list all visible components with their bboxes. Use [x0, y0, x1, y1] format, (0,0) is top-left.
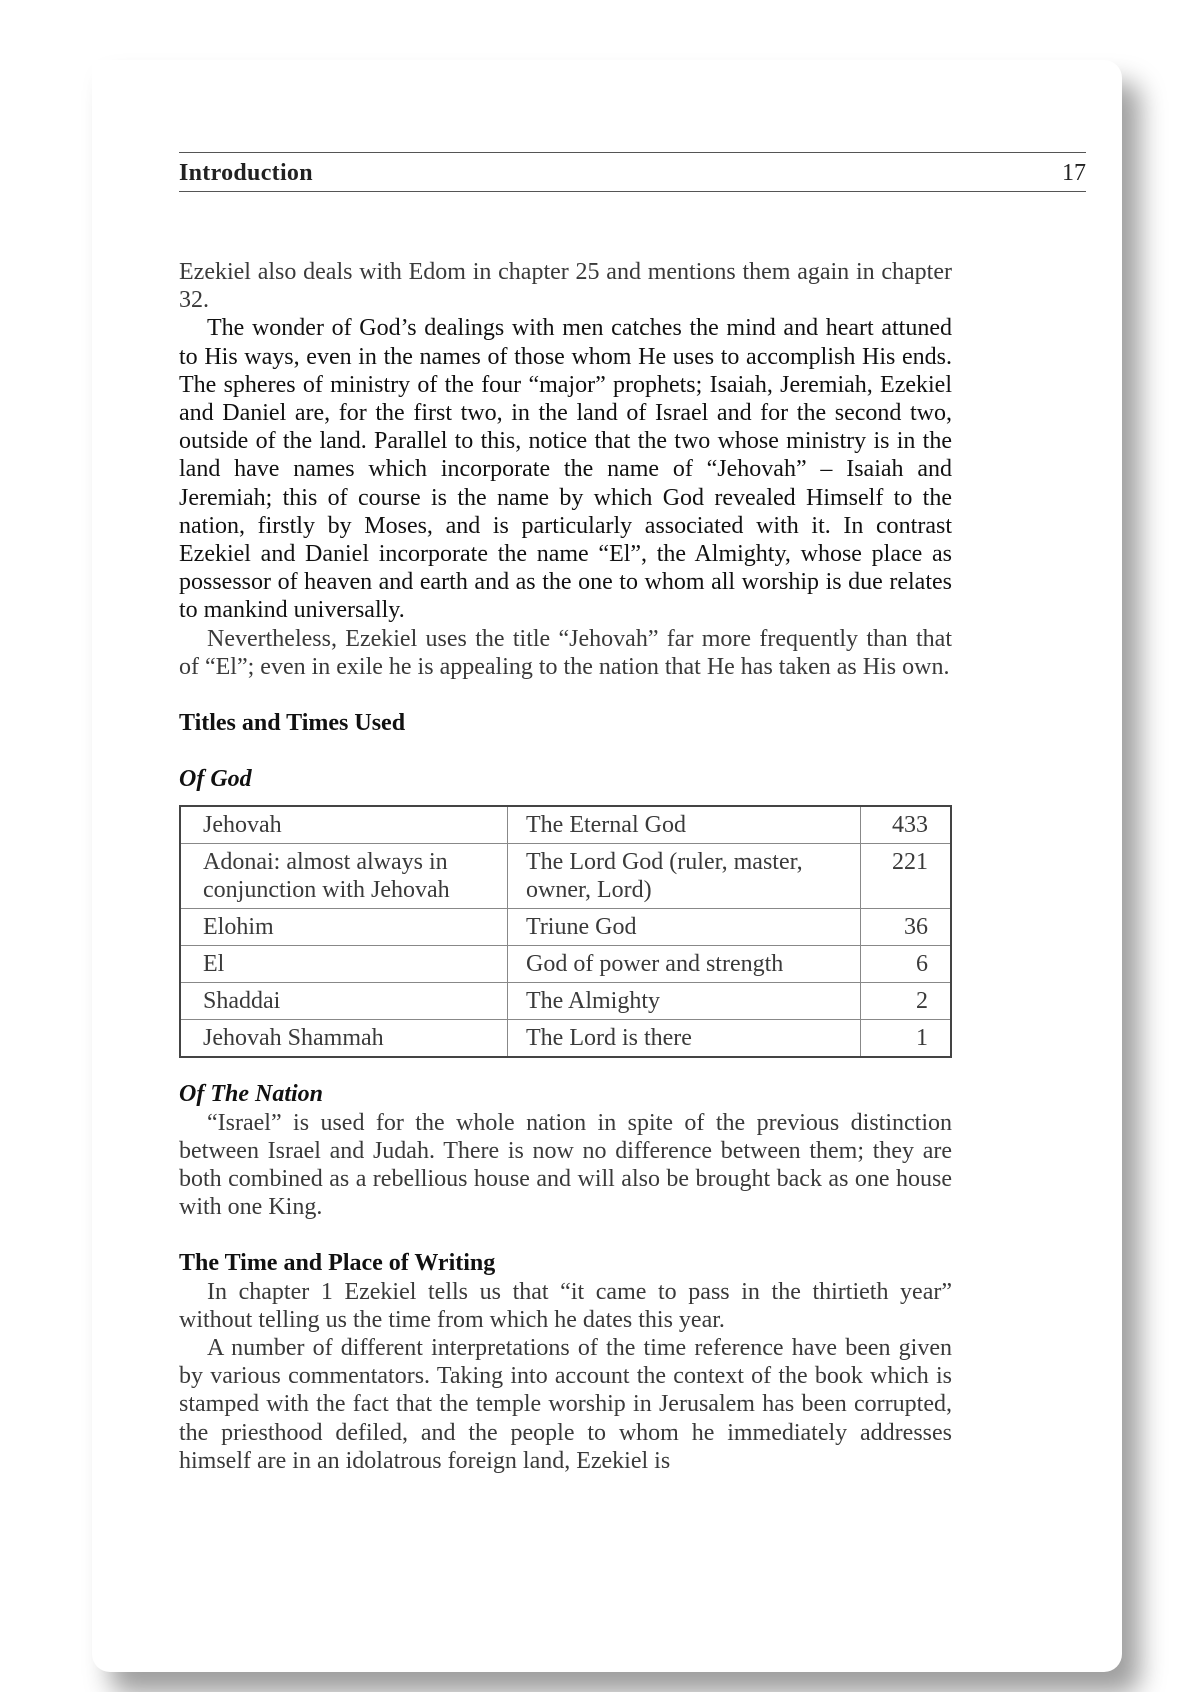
table-row	[180, 983, 951, 1020]
page-number: 17	[1062, 160, 1086, 186]
table-row	[180, 946, 951, 983]
subheading-of-god: Of God	[179, 766, 252, 793]
table-row	[180, 806, 951, 844]
title-meaning: The Lord God (ruler, master, owner, Lord)	[508, 844, 861, 909]
title-meaning: The Eternal God	[508, 806, 861, 844]
section-heading-titles: Titles and Times Used	[179, 710, 406, 737]
running-title: Introduction	[179, 160, 313, 186]
paragraph-thirtieth-year: In chapter 1 Ezekiel tells us that “it came to pass in the thirtieth year” without telling us the time from which he dates this year.	[179, 1278, 952, 1333]
title-name: Jehovah Shammah	[180, 1020, 508, 1058]
table-row	[180, 844, 951, 909]
title-count: 221	[861, 844, 952, 909]
title-meaning: God of power and strength	[508, 946, 861, 983]
title-name: Adonai: almost always in conjunction with Jehovah	[180, 844, 508, 909]
table-row	[180, 1020, 951, 1058]
title-count: 2	[861, 983, 952, 1020]
title-name: Shaddai	[180, 983, 508, 1020]
title-count: 1	[861, 1020, 952, 1058]
page-content	[179, 152, 1086, 1475]
title-count: 36	[861, 909, 952, 946]
title-name: Jehovah	[180, 806, 508, 844]
table-row	[180, 909, 951, 946]
title-meaning: Triune God	[508, 909, 861, 946]
body-text	[179, 258, 952, 1475]
section-heading-time-place: The Time and Place of Writing	[179, 1250, 496, 1277]
title-meaning: The Almighty	[508, 983, 861, 1020]
titles-table	[179, 805, 952, 1058]
book-page	[92, 60, 1122, 1672]
title-count: 433	[861, 806, 952, 844]
paragraph-interpretations: A number of different interpretations of the time reference have been given by various commentators. Taking into account the context of the book which is stamped with the fact that the temple worship in Jerusalem has been corrupted, the priesthood defiled, and the people to whom he immediately addresses himself are in an idolatrous foreign land, Ezekiel is	[179, 1335, 952, 1474]
title-count: 6	[861, 946, 952, 983]
title-meaning: The Lord is there	[508, 1020, 861, 1058]
paragraph-edom: Ezekiel also deals with Edom in chapter 25 and mentions them again in chapter 32.	[179, 259, 952, 314]
subheading-of-the-nation: Of The Nation	[179, 1081, 323, 1108]
title-name: Elohim	[180, 909, 508, 946]
paragraph-nevertheless: Nevertheless, Ezekiel uses the title “Jehovah” far more frequently than that of “El”; even in exile he is appealing to the nation that He has taken as His own.	[179, 625, 952, 680]
title-name: El	[180, 946, 508, 983]
paragraph-names: The wonder of God’s dealings with men catches the mind and heart attuned to His ways, even in the names of those whom He uses to accomplish His ends. The spheres of ministry of the four “major” prophets; Isaiah, Jeremiah, Ezekiel and Daniel are, for the first two, in the land of Israel and for the second two, outside of the land. Parallel to this, notice that the two whose ministry is in the land have names which incorporate the name of “Jehovah” – Isaiah and Jeremiah; this of course is the name by which God revealed Himself to the nation, firstly by Moses, and is particularly associated with it. In contrast Ezekiel and Daniel incorporate the name “El”, the Almighty, whose place as possessor of heaven and earth and as the one to whom all worship is due relates to mankind universally.	[179, 315, 952, 624]
paragraph-nation: “Israel” is used for the whole nation in spite of the previous distinction between Israel and Judah. There is now no difference between them; they are both combined as a rebellious house and will also be brought back as one house with one King.	[179, 1109, 952, 1221]
running-header	[179, 152, 1086, 192]
